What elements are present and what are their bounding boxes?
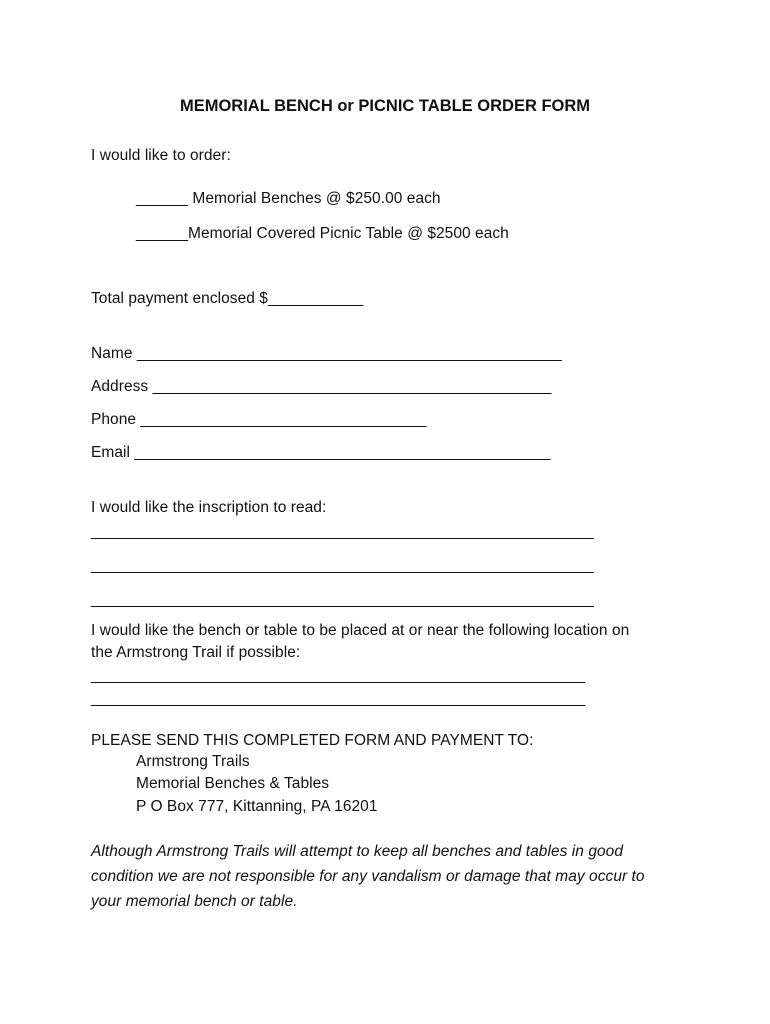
- location-intro-line-1: I would like the bench or table to be placed at or near the following location on: [91, 622, 630, 639]
- name-field[interactable]: Name _________________________________________________: [91, 345, 562, 362]
- disclaimer-line-1: Although Armstrong Trails will attempt to keep all benches and tables in good: [91, 843, 623, 860]
- disclaimer-line-3: your memorial bench or table.: [91, 893, 298, 910]
- inscription-intro: I would like the inscription to read:: [91, 499, 327, 516]
- address-block-line-2: Memorial Benches & Tables: [136, 775, 330, 792]
- phone-field[interactable]: Phone _________________________________: [91, 411, 427, 428]
- inscription-line-1[interactable]: __________________________________________________________: [91, 523, 594, 540]
- payment-field[interactable]: Total payment enclosed $___________: [91, 290, 364, 307]
- disclaimer-line-2: condition we are not responsible for any vandalism or damage that may occur to: [91, 868, 645, 885]
- order-intro: I would like to order:: [91, 147, 231, 164]
- form-title: MEMORIAL BENCH or PICNIC TABLE ORDER FORM: [179, 97, 591, 115]
- order-item-benches[interactable]: ______ Memorial Benches @ $250.00 each: [136, 190, 441, 207]
- send-to-heading: PLEASE SEND THIS COMPLETED FORM AND PAYMENT TO:: [91, 732, 534, 749]
- address-block-line-3: P O Box 777, Kittanning, PA 16201: [136, 798, 378, 815]
- inscription-line-2[interactable]: __________________________________________________________: [91, 557, 594, 574]
- location-intro-line-2: the Armstrong Trail if possible:: [91, 644, 301, 661]
- order-item-picnic-table[interactable]: ______Memorial Covered Picnic Table @ $2500 each: [136, 225, 509, 242]
- email-field[interactable]: Email ________________________________________________: [91, 444, 551, 461]
- address-field[interactable]: Address ______________________________________________: [91, 378, 552, 395]
- location-line-1[interactable]: _________________________________________________________: [91, 667, 586, 684]
- location-line-2[interactable]: _________________________________________________________: [91, 690, 586, 707]
- address-block-line-1: Armstrong Trails: [136, 753, 250, 770]
- inscription-line-3[interactable]: __________________________________________________________: [91, 591, 594, 608]
